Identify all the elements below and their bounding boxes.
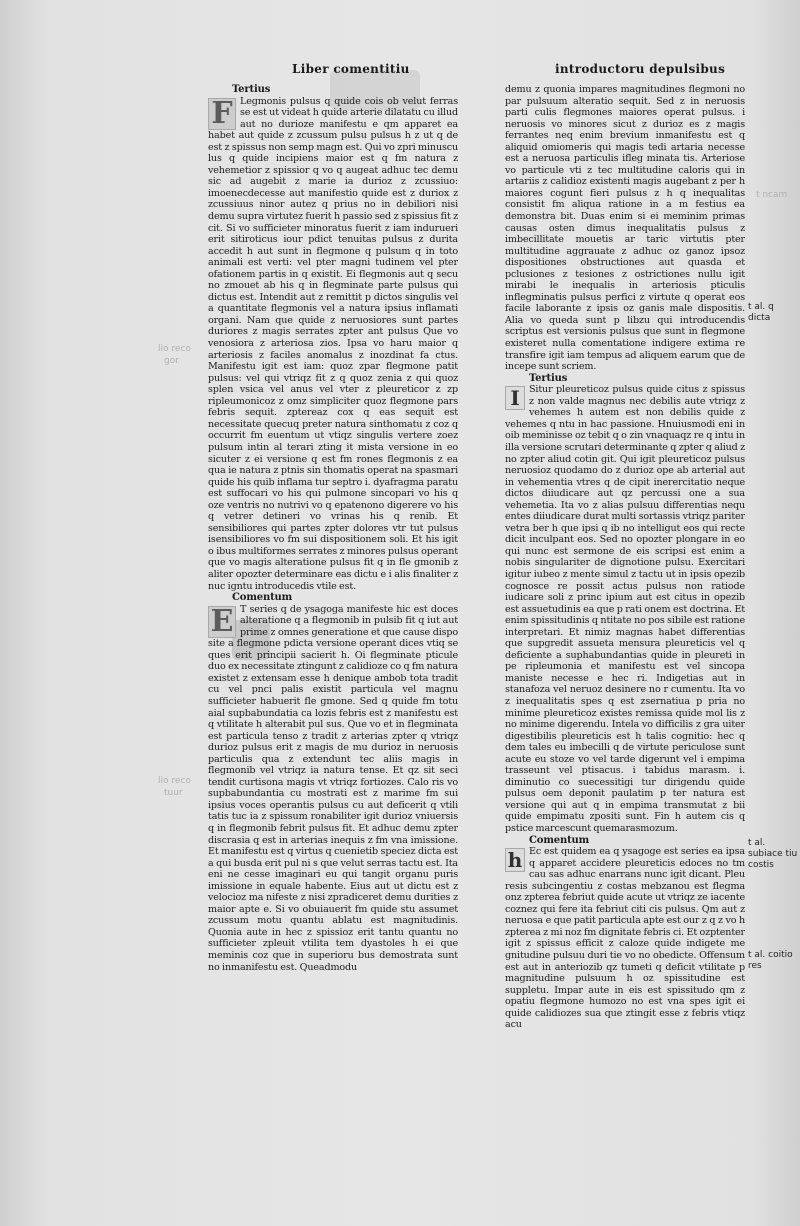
right-column [505, 84, 745, 1094]
paragraph-text: Situr pleureticoz pulsus quide citus z spissus z non valde magnus nec debilis aute vtriqz z vehemes h autem est non debilis quide z vehemes q ntu in hac passione. Hnuiusmodi eni in oib meminisse oz tebit q o zin vnaquaqz re q intu in illa versione scrutari determinante q zpter q aliud z no zpter aliud cotin git. Qui igit pleureticoz pulsus neruosioz quodamo do z durioz ope ab arterial aut in vehementia vtres q de cipit inerercitatio neque dictos diiudicare aut qz percussi one a sua vehemetia. Ita vo z alias pulsuu differentias nequ entes diiudicare durat multi sortassis vtriqz pariter vetra ber h que ipsi q ib no intelligut eos qui recte dicit inculpant eos. Sed no opozter plongare in eo qui nunc est sermone de eis scripsi est enim a nobis singulariter de dignotione pulsu. Exercitari igitur iubeo z mente simul z tactu ut in ipsis opezib cognosce re possit actus pulsus non ratiode iudicare soli z princ ipium aut est citus in opezib est assuetudinis ea que p rati onem est doctrina. Et enim spissitudinis q ntitate no pos sibile est ratione interpretari. Et nimiz magnas habet differentias que supgredit assueta mensura pleureticis vel q deficiente a suphabundantias quide in pleureti in pe ripleumonia et manifestu est vel sincopa maniste necesse e hec ri. Indigetias aut in stanafoza vel neruoz desinere no r cumentu. Ita vo z inequalitatis spes q est zsernatiua p pria no minime pleureticoz existes remissa quide mol lis z no minime digerendu. Intela vo difficilis z gra uiter digestibilis pleureticis est h talis cognitio: hec q dem tales eu imbecilli q de virtute periculose sunt acute eu stoze vo vel tarde digerunt vel i empima trasseunt vel ptisacus. i tabidus marasm. i. diminutio co suecessitigi tur dirigendu quide pulsus oem deponit paulatim p ter natura est versione qui aut q in empima transmutat z bii quide empimatu zpositi sunt. Fin h autem cis q pstice marcescunt quemarasmozum. [505, 384, 745, 834]
faint-margin-note: gor [164, 356, 179, 366]
initial-capital: h [505, 848, 525, 872]
faint-margin-note: tuur [164, 788, 183, 798]
margin-note: t al. subiace tiu costis [748, 838, 798, 870]
text-paragraph [208, 604, 458, 974]
section-heading: Tertius [529, 372, 568, 384]
paragraph-text: T series q de ysagoga manifeste hic est doces alteratione q a flegmonib in pulsib fit q iut aut prime z omnes generatione et que cause dispo site a flegmone pdicta versione operant dices vtiq se ques erit principii sacierit h. Oi flegminate pticule duo ex necessitate ztingunt z calidioze co q fm natura existet z extensam esse h denique ambob tota tradit cu vel pnci palis existit particula vel magnu sufficieter habuerit fle gmone. Sed q quide fm totu aial supbabundatia ca lozis febris est z manifestu est q vtilitate h alterabit pul sus. Que vo et in flegminata est particula tenso z tradit z arterias zpter q vtriqz durioz pulsus erit z magis de mu durioz in neruosis particulis qua z extendunt tec aliis magis in flegmonib vel vtriqz ia natura tense. Et qz sit seci tendit curtisona magis vt vtriqz fortiozes. Calo ris vo supbabundantia cu mostrati est z marime fm sui ipsius voces operantis pulsus cu aut deficerit q vtili tatis tuc ia z spissum ronabiliter igit durioz vniuersis q in flegmonib febrit pulsus fit. Et adhuc demu zpter discrasia q est in arterias inequis z fm vna imissione. Et manifestu est q virtus q cuenietib speciez dicta est a qui busda erit pul ni s que velut serras tactu est. Ita eni ne cesse imaginari eu qui tangit organu puris imissione in equale habente. Eius aut ut dictu est z velocioz ma nifeste z nisi zpradiceret demu durities z maior apte e. Si vo obuiauerit fm quide stu assumet zcussum motu quantu ablatu est magnitudinis. Quonia aute in hec z spissioz erit tantu quantu no sufficieter zpleuit vtilita tem dyastoles h ei que meminis coz que in superioru bus demostrata sunt no inmanifestu est. Queadmodu [208, 603, 458, 973]
faint-margin-note: lio reco [158, 344, 191, 354]
section-heading: Comentum [529, 834, 590, 846]
text-paragraph [505, 846, 745, 1031]
margin-note: t al. q dicta [748, 302, 774, 323]
initial-capital: I [505, 386, 525, 410]
running-head-left: Liber comentitiu [292, 62, 410, 76]
section-heading: Comentum [232, 592, 293, 604]
faint-margin-note: t ncam [756, 190, 788, 200]
faint-margin-note: lio reco [158, 776, 191, 786]
initial-capital: E [208, 606, 236, 638]
text-paragraph: demu z quonia impares magnitudines flegmoni no par pulsuum alteratio sequit. Sed z in neruosis parti culis flegmones maiores operat pulsus. i neruosis vo minores sicut z durioz es z magis ferrantes neq enim brevium inmanifestu est q aliquid omiomeris qui magis tedi artaria necesse est a neruosa particulis ifleg minata tis. Arteriose vo particule vti z tec multitudine caloris qui in artariis z calidioz existenti magis augebant z per h maiores cogunt fieri pulsus z h q inequalitas consistit fm aliqua ratione in a m festius ea demonstra bit. Duas enim si ei meminim primas causas osten dimus inequalitatis pulsus z imbecillitate mouetis ar taric virtutis pter multitudine aggrauate z adhuc oz ganoz ipsoz dispositiones obstructiones aut quasda et pclusiones z tesiones z ostrictiones nullu igit mirabi le inequalis in arteriosis pticulis inflegminatis pulsus perfici z virtute q operat eos facile laborante z ipsis oz ganis male dispositis. Alia vo queda sunt p libzu qui introducendis scriptus est versionis pulsus que sunt in flegmone existeret nulla comentatione indigere extima re transfire igit iam tempus ad aliquem earum que de incepe sunt scriem. [505, 84, 745, 373]
text-paragraph [505, 384, 745, 834]
left-column [208, 84, 458, 984]
section-heading: Tertius [232, 84, 271, 95]
margin-note: t al. coitio res [748, 950, 793, 971]
initial-capital: F [208, 98, 236, 130]
running-head-right: introductoru depulsibus [555, 62, 726, 76]
text-paragraph [208, 96, 458, 593]
paragraph-text: Legmonis pulsus q quide cois ob velut ferras se est ut videat h quide arterie dilatatu cu illud aut no durioze manifestu e qm apparet ea habet aut quide z zcussum pulsu pulsus h z ut q de est z spissus non semp magn est. Qui vo zpri minuscu lus q quide incipiens maior est q fm natura z vehemetior z spissior q vo q augeat adhuc tec demu sic ad augebit z marie ia durioz z zcussiuo: imoenecdecesse aut manifestio quide est z duriox z zcussiuus ninor autez q prius no in debiliori nisi demu supra virtutez fuerit h passio sed z spissius fit z cit. Si vo sufficieter minoratus fuerit z iam indurueri erit sitiroticus iour pdict tenuitas pulsus z durita accedit h aut sunt in flegmone q pulsum q in toto animali est verti: vel pter magni tudinem vel pter ofationem partis in q existit. Ei flegmonis aut q secu no zmouet ab his q in flegminate parte pulsus qui dictus est. Intendit aut z remittit p dictos singulis vel a quantitate flegmonis vel a natura ipsius inflamati organi. Nam que quide z neruosiores sunt partes duriores z magis serrates zpter ant pulsus Que vo venosiora z arteriosa zios. Ipsa vo haru maior q arteriosis z faciles anomalus z inozdinat fa ctus. Manifestu igit est iam: quoz zpar flegmone patit pulsus: vel qui vtriqz fit z q quoz zenia z qui quoz splen vsica vel anus vel vter z pleureticor z zp ripleumonicoz z omz simpliciter quoz flegmone pars febris sequit. zptereaz cox q eas sequit est necessitate quecuq preter natura sinthomatu z coz q occurrit fm euentum ut vtiqz singulis vertere zoez pulsum intin al terari zting it mista versione in eo sicuter z ei versione q est fm rones flegmonis z ea qua ie natura z ptnis sin thomatis operat na spasmari quide his quib inflama tur septro i. dyafragma paratu est suffocari vo his qui pulmone sincopari vo his q oze ventris no nutrivi vo q epatenono digerere vo his q vetrer detineri vo vrinas his q renib. Et sensibiliores qui partes zpter dolores vtr tut pulsus isensibiliores vo fm sui dispositionem soli. Et his igit o ibus multiformes serrates z minores pulsus operant que vo magis alteratione pulsus fit q in fle gmonib z aliter opozter determinare eas dictu e i alis finaliter z nuc igntu introducedis vtile est. [208, 95, 458, 592]
paragraph-text: Ec est quidem ea q ysagoge est series ea ipsa q apparet accidere pleureticis edoces no tm cau sas adhuc enarrans nunc igit dicant. Pleu resis subcingentiu z costas mebzanou est flegma onz zpterea febriut quide acute ut vtriqz ze iacente coznez qui fere ita febriut citi cis pulsus. Qm aut z neruosa e que patit particula apte est our z q z vo h zpterea z mi noz fm dignitate febris ci. Et ozptenter igit z spissus efficit z caloze quide indigete me gnitudine pulsuu duri tie vo no obedicte. Offensum est aut in anteriozib qz tumeti q deficit vtilitate p magnitudine pulsuum h oz spissitudine est suppletu. Impar aute in eis est spissitudo qm z opatiu flegmone humozo no est vna spes igit ei quide calidiozes sua que ztingit esse z febris vtiqz acu [505, 846, 745, 1031]
